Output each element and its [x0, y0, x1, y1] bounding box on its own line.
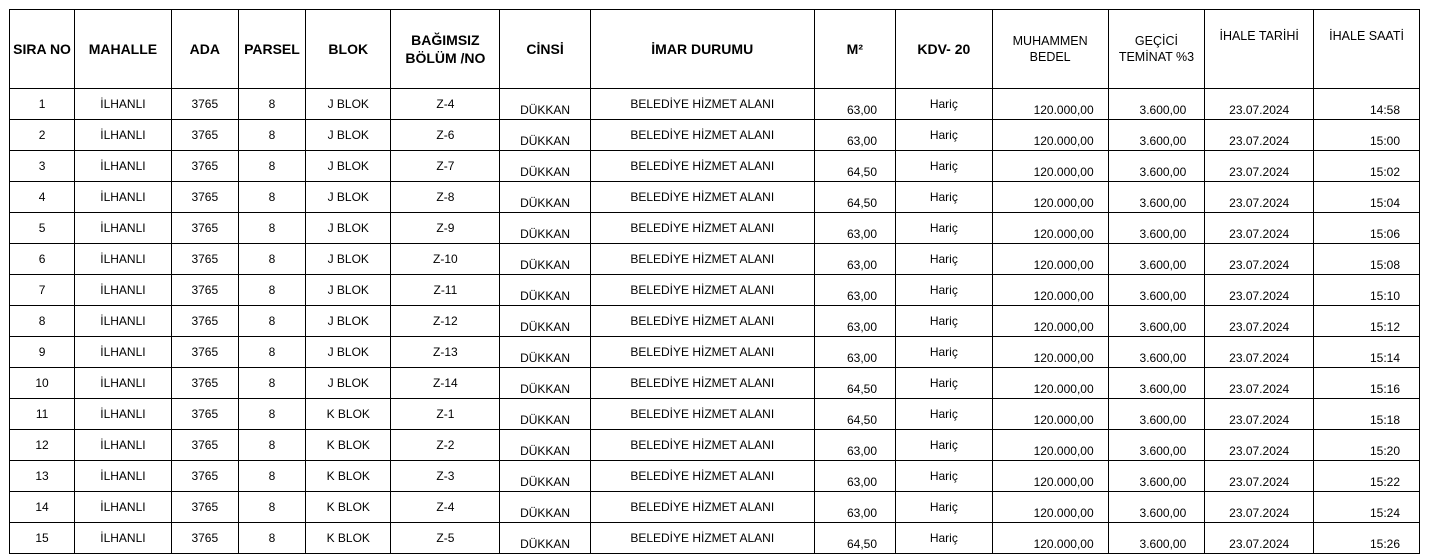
cell-sira-no: 7 [10, 275, 75, 306]
cell-imar-durumu: BELEDİYE HİZMET ALANI [590, 120, 814, 151]
cell-parsel: 8 [238, 399, 305, 430]
cell-sira-no: 10 [10, 368, 75, 399]
header-muhammen-bedel: MUHAMMEN BEDEL [992, 10, 1108, 89]
cell-ihale-tarihi: 23.07.2024 [1205, 368, 1314, 399]
header-bagimsiz-bolum: BAĞIMSIZ BÖLÜM /NO [391, 10, 500, 89]
cell-sira-no: 1 [10, 89, 75, 120]
cell-mahalle: İLHANLI [75, 368, 172, 399]
table-row [10, 213, 1420, 244]
cell-blok: J BLOK [306, 244, 391, 275]
cell-imar-durumu: BELEDİYE HİZMET ALANI [590, 399, 814, 430]
cell-blok: J BLOK [306, 368, 391, 399]
header-mahalle: MAHALLE [75, 10, 172, 89]
cell-imar-durumu: BELEDİYE HİZMET ALANI [590, 213, 814, 244]
cell-m2: 64,50 [814, 399, 895, 430]
cell-kdv: Hariç [896, 151, 993, 182]
cell-sira-no: 3 [10, 151, 75, 182]
cell-mahalle: İLHANLI [75, 337, 172, 368]
cell-sira-no: 5 [10, 213, 75, 244]
cell-bagimsiz-bolum: Z-14 [391, 368, 500, 399]
cell-ada: 3765 [171, 120, 238, 151]
cell-kdv: Hariç [896, 492, 993, 523]
cell-gecici-teminat: 3.600,00 [1108, 306, 1205, 337]
cell-ihale-saati: 15:00 [1314, 120, 1420, 151]
cell-m2: 63,00 [814, 337, 895, 368]
cell-ihale-saati: 15:10 [1314, 275, 1420, 306]
cell-gecici-teminat: 3.600,00 [1108, 430, 1205, 461]
cell-kdv: Hariç [896, 213, 993, 244]
cell-sira-no: 12 [10, 430, 75, 461]
cell-sira-no: 13 [10, 461, 75, 492]
cell-sira-no: 6 [10, 244, 75, 275]
cell-ada: 3765 [171, 430, 238, 461]
cell-m2: 63,00 [814, 275, 895, 306]
table-row [10, 430, 1420, 461]
cell-parsel: 8 [238, 182, 305, 213]
cell-imar-durumu: BELEDİYE HİZMET ALANI [590, 430, 814, 461]
cell-bagimsiz-bolum: Z-7 [391, 151, 500, 182]
cell-ihale-saati: 15:22 [1314, 461, 1420, 492]
cell-muhammen-bedel: 120.000,00 [992, 275, 1108, 306]
table-row [10, 368, 1420, 399]
cell-sira-no: 2 [10, 120, 75, 151]
cell-kdv: Hariç [896, 275, 993, 306]
cell-bagimsiz-bolum: Z-5 [391, 523, 500, 554]
table-row [10, 492, 1420, 523]
cell-imar-durumu: BELEDİYE HİZMET ALANI [590, 337, 814, 368]
cell-m2: 64,50 [814, 523, 895, 554]
cell-ihale-tarihi: 23.07.2024 [1205, 120, 1314, 151]
cell-imar-durumu: BELEDİYE HİZMET ALANI [590, 492, 814, 523]
cell-gecici-teminat: 3.600,00 [1108, 399, 1205, 430]
header-ada: ADA [171, 10, 238, 89]
cell-blok: J BLOK [306, 120, 391, 151]
cell-kdv: Hariç [896, 399, 993, 430]
cell-mahalle: İLHANLI [75, 182, 172, 213]
header-parsel: PARSEL [238, 10, 305, 89]
cell-mahalle: İLHANLI [75, 399, 172, 430]
cell-muhammen-bedel: 120.000,00 [992, 430, 1108, 461]
cell-bagimsiz-bolum: Z-3 [391, 461, 500, 492]
cell-muhammen-bedel: 120.000,00 [992, 120, 1108, 151]
table-row [10, 306, 1420, 337]
table-row [10, 275, 1420, 306]
cell-ihale-saati: 15:24 [1314, 492, 1420, 523]
cell-mahalle: İLHANLI [75, 492, 172, 523]
cell-mahalle: İLHANLI [75, 430, 172, 461]
cell-ihale-tarihi: 23.07.2024 [1205, 523, 1314, 554]
cell-parsel: 8 [238, 461, 305, 492]
cell-bagimsiz-bolum: Z-2 [391, 430, 500, 461]
cell-ada: 3765 [171, 306, 238, 337]
cell-ihale-saati: 15:12 [1314, 306, 1420, 337]
cell-m2: 63,00 [814, 430, 895, 461]
cell-mahalle: İLHANLI [75, 306, 172, 337]
cell-ihale-tarihi: 23.07.2024 [1205, 244, 1314, 275]
cell-parsel: 8 [238, 244, 305, 275]
cell-mahalle: İLHANLI [75, 244, 172, 275]
cell-ihale-saati: 15:08 [1314, 244, 1420, 275]
cell-cinsi: DÜKKAN [500, 399, 591, 430]
cell-m2: 63,00 [814, 213, 895, 244]
cell-kdv: Hariç [896, 244, 993, 275]
table-body [10, 89, 1420, 554]
cell-m2: 63,00 [814, 306, 895, 337]
cell-blok: K BLOK [306, 399, 391, 430]
cell-ihale-tarihi: 23.07.2024 [1205, 461, 1314, 492]
table-row [10, 461, 1420, 492]
cell-gecici-teminat: 3.600,00 [1108, 213, 1205, 244]
cell-bagimsiz-bolum: Z-4 [391, 89, 500, 120]
cell-ihale-tarihi: 23.07.2024 [1205, 213, 1314, 244]
cell-cinsi: DÜKKAN [500, 151, 591, 182]
header-gecici-teminat: GEÇİCİ TEMİNAT %3 [1108, 10, 1205, 89]
cell-gecici-teminat: 3.600,00 [1108, 368, 1205, 399]
cell-cinsi: DÜKKAN [500, 244, 591, 275]
cell-ada: 3765 [171, 89, 238, 120]
cell-ihale-tarihi: 23.07.2024 [1205, 151, 1314, 182]
cell-imar-durumu: BELEDİYE HİZMET ALANI [590, 182, 814, 213]
cell-ihale-saati: 15:06 [1314, 213, 1420, 244]
cell-parsel: 8 [238, 151, 305, 182]
cell-m2: 63,00 [814, 492, 895, 523]
cell-imar-durumu: BELEDİYE HİZMET ALANI [590, 306, 814, 337]
table-row [10, 89, 1420, 120]
header-blok: BLOK [306, 10, 391, 89]
cell-gecici-teminat: 3.600,00 [1108, 337, 1205, 368]
cell-cinsi: DÜKKAN [500, 120, 591, 151]
cell-ihale-tarihi: 23.07.2024 [1205, 306, 1314, 337]
header-sira-no: SIRA NO [10, 10, 75, 89]
table-row [10, 244, 1420, 275]
cell-muhammen-bedel: 120.000,00 [992, 151, 1108, 182]
cell-kdv: Hariç [896, 430, 993, 461]
cell-ihale-tarihi: 23.07.2024 [1205, 337, 1314, 368]
cell-parsel: 8 [238, 523, 305, 554]
cell-kdv: Hariç [896, 461, 993, 492]
header-ihale-saati: İHALE SAATİ [1314, 10, 1420, 89]
cell-m2: 63,00 [814, 461, 895, 492]
cell-blok: J BLOK [306, 275, 391, 306]
cell-ada: 3765 [171, 399, 238, 430]
cell-muhammen-bedel: 120.000,00 [992, 368, 1108, 399]
header-ihale-tarihi: İHALE TARİHİ [1205, 10, 1314, 89]
cell-ada: 3765 [171, 151, 238, 182]
cell-mahalle: İLHANLI [75, 461, 172, 492]
cell-mahalle: İLHANLI [75, 89, 172, 120]
cell-parsel: 8 [238, 368, 305, 399]
cell-mahalle: İLHANLI [75, 120, 172, 151]
cell-ada: 3765 [171, 337, 238, 368]
cell-ada: 3765 [171, 492, 238, 523]
cell-ihale-saati: 14:58 [1314, 89, 1420, 120]
cell-parsel: 8 [238, 213, 305, 244]
cell-cinsi: DÜKKAN [500, 275, 591, 306]
cell-cinsi: DÜKKAN [500, 89, 591, 120]
cell-ihale-tarihi: 23.07.2024 [1205, 275, 1314, 306]
table-row [10, 120, 1420, 151]
cell-blok: K BLOK [306, 523, 391, 554]
cell-imar-durumu: BELEDİYE HİZMET ALANI [590, 244, 814, 275]
table-row [10, 182, 1420, 213]
cell-imar-durumu: BELEDİYE HİZMET ALANI [590, 151, 814, 182]
cell-bagimsiz-bolum: Z-12 [391, 306, 500, 337]
cell-muhammen-bedel: 120.000,00 [992, 523, 1108, 554]
cell-sira-no: 9 [10, 337, 75, 368]
cell-blok: J BLOK [306, 89, 391, 120]
cell-blok: J BLOK [306, 306, 391, 337]
cell-blok: J BLOK [306, 337, 391, 368]
cell-blok: K BLOK [306, 461, 391, 492]
cell-m2: 64,50 [814, 368, 895, 399]
cell-blok: K BLOK [306, 492, 391, 523]
cell-muhammen-bedel: 120.000,00 [992, 399, 1108, 430]
cell-m2: 64,50 [814, 182, 895, 213]
cell-kdv: Hariç [896, 337, 993, 368]
cell-mahalle: İLHANLI [75, 213, 172, 244]
cell-gecici-teminat: 3.600,00 [1108, 89, 1205, 120]
cell-cinsi: DÜKKAN [500, 337, 591, 368]
table-row [10, 399, 1420, 430]
cell-m2: 64,50 [814, 151, 895, 182]
cell-ihale-tarihi: 23.07.2024 [1205, 182, 1314, 213]
cell-sira-no: 11 [10, 399, 75, 430]
cell-muhammen-bedel: 120.000,00 [992, 306, 1108, 337]
cell-cinsi: DÜKKAN [500, 430, 591, 461]
cell-bagimsiz-bolum: Z-9 [391, 213, 500, 244]
cell-parsel: 8 [238, 120, 305, 151]
cell-cinsi: DÜKKAN [500, 492, 591, 523]
cell-kdv: Hariç [896, 523, 993, 554]
cell-blok: J BLOK [306, 182, 391, 213]
cell-ihale-saati: 15:16 [1314, 368, 1420, 399]
header-cinsi: CİNSİ [500, 10, 591, 89]
table-row [10, 151, 1420, 182]
cell-ihale-saati: 15:20 [1314, 430, 1420, 461]
cell-ada: 3765 [171, 182, 238, 213]
cell-ihale-tarihi: 23.07.2024 [1205, 399, 1314, 430]
cell-gecici-teminat: 3.600,00 [1108, 182, 1205, 213]
cell-gecici-teminat: 3.600,00 [1108, 151, 1205, 182]
cell-m2: 63,00 [814, 120, 895, 151]
cell-bagimsiz-bolum: Z-6 [391, 120, 500, 151]
cell-ada: 3765 [171, 275, 238, 306]
cell-imar-durumu: BELEDİYE HİZMET ALANI [590, 461, 814, 492]
cell-bagimsiz-bolum: Z-8 [391, 182, 500, 213]
cell-sira-no: 8 [10, 306, 75, 337]
cell-parsel: 8 [238, 89, 305, 120]
cell-ihale-saati: 15:26 [1314, 523, 1420, 554]
cell-cinsi: DÜKKAN [500, 523, 591, 554]
cell-gecici-teminat: 3.600,00 [1108, 120, 1205, 151]
cell-bagimsiz-bolum: Z-13 [391, 337, 500, 368]
cell-kdv: Hariç [896, 89, 993, 120]
cell-imar-durumu: BELEDİYE HİZMET ALANI [590, 89, 814, 120]
cell-gecici-teminat: 3.600,00 [1108, 244, 1205, 275]
cell-gecici-teminat: 3.600,00 [1108, 523, 1205, 554]
cell-muhammen-bedel: 120.000,00 [992, 337, 1108, 368]
cell-mahalle: İLHANLI [75, 275, 172, 306]
cell-cinsi: DÜKKAN [500, 182, 591, 213]
cell-parsel: 8 [238, 492, 305, 523]
cell-ada: 3765 [171, 461, 238, 492]
cell-bagimsiz-bolum: Z-4 [391, 492, 500, 523]
cell-kdv: Hariç [896, 306, 993, 337]
header-kdv: KDV- 20 [896, 10, 993, 89]
cell-imar-durumu: BELEDİYE HİZMET ALANI [590, 368, 814, 399]
header-m2: M² [814, 10, 895, 89]
cell-muhammen-bedel: 120.000,00 [992, 492, 1108, 523]
cell-parsel: 8 [238, 430, 305, 461]
cell-gecici-teminat: 3.600,00 [1108, 275, 1205, 306]
cell-bagimsiz-bolum: Z-10 [391, 244, 500, 275]
cell-kdv: Hariç [896, 120, 993, 151]
cell-muhammen-bedel: 120.000,00 [992, 213, 1108, 244]
cell-muhammen-bedel: 120.000,00 [992, 461, 1108, 492]
cell-bagimsiz-bolum: Z-11 [391, 275, 500, 306]
cell-kdv: Hariç [896, 182, 993, 213]
table-row [10, 523, 1420, 554]
cell-blok: J BLOK [306, 213, 391, 244]
cell-parsel: 8 [238, 306, 305, 337]
cell-ihale-tarihi: 23.07.2024 [1205, 89, 1314, 120]
cell-ihale-saati: 15:02 [1314, 151, 1420, 182]
cell-mahalle: İLHANLI [75, 523, 172, 554]
cell-ihale-saati: 15:04 [1314, 182, 1420, 213]
cell-imar-durumu: BELEDİYE HİZMET ALANI [590, 275, 814, 306]
cell-ihale-tarihi: 23.07.2024 [1205, 430, 1314, 461]
cell-parsel: 8 [238, 275, 305, 306]
cell-ada: 3765 [171, 244, 238, 275]
cell-m2: 63,00 [814, 244, 895, 275]
cell-m2: 63,00 [814, 89, 895, 120]
cell-bagimsiz-bolum: Z-1 [391, 399, 500, 430]
cell-cinsi: DÜKKAN [500, 306, 591, 337]
cell-blok: J BLOK [306, 151, 391, 182]
cell-cinsi: DÜKKAN [500, 213, 591, 244]
cell-muhammen-bedel: 120.000,00 [992, 182, 1108, 213]
header-row [10, 10, 1420, 89]
auction-table [9, 9, 1420, 554]
cell-cinsi: DÜKKAN [500, 368, 591, 399]
cell-gecici-teminat: 3.600,00 [1108, 461, 1205, 492]
cell-sira-no: 15 [10, 523, 75, 554]
cell-muhammen-bedel: 120.000,00 [992, 244, 1108, 275]
cell-sira-no: 14 [10, 492, 75, 523]
cell-ihale-tarihi: 23.07.2024 [1205, 492, 1314, 523]
cell-ada: 3765 [171, 213, 238, 244]
cell-sira-no: 4 [10, 182, 75, 213]
cell-parsel: 8 [238, 337, 305, 368]
cell-muhammen-bedel: 120.000,00 [992, 89, 1108, 120]
cell-mahalle: İLHANLI [75, 151, 172, 182]
cell-imar-durumu: BELEDİYE HİZMET ALANI [590, 523, 814, 554]
cell-ihale-saati: 15:14 [1314, 337, 1420, 368]
cell-cinsi: DÜKKAN [500, 461, 591, 492]
cell-kdv: Hariç [896, 368, 993, 399]
cell-ada: 3765 [171, 368, 238, 399]
table-row [10, 337, 1420, 368]
cell-ada: 3765 [171, 523, 238, 554]
cell-blok: K BLOK [306, 430, 391, 461]
cell-ihale-saati: 15:18 [1314, 399, 1420, 430]
header-imar-durumu: İMAR DURUMU [590, 10, 814, 89]
cell-gecici-teminat: 3.600,00 [1108, 492, 1205, 523]
